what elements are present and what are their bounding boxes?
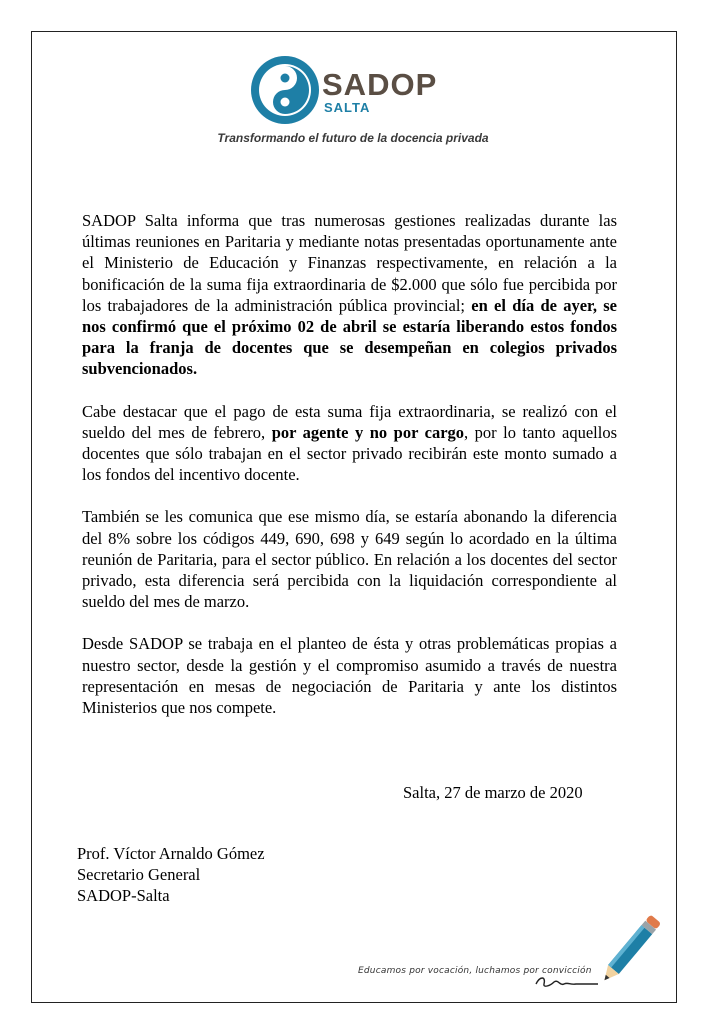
paragraph-3: También se les comunica que ese mismo día, se estaría abonando la diferencia del 8% sobre los códigos 449, 690, 698 y 649 según lo acordado en la última reunión de Paritaria, para el sector público. En relación a los docentes del sector privado, esta diferencia será percibida con la liquidación correspondiente al sueldo del mes de marzo. — [82, 507, 617, 612]
paragraph-2-text-c: , por lo tanto aquellos docentes que sólo trabajan en el sector privado recibirán este monto sumado a los fondos del incentivo docente. — [82, 422, 617, 485]
tagline: Transformando el futuro de la docencia privada — [217, 131, 489, 145]
logo-region: SALTA — [324, 100, 371, 115]
paragraph-1-text: SADOP Salta informa que tras numerosas gestiones realizadas durante las últimas reuniones en Paritaria y mediante notas presentadas oportunamente ante el Ministerio de Educación y Finanzas respectivamente, en relación a la bonificación de la suma fija extraordinaria de $2.000 que sólo fue percibida por los trabajadores de la administración pública provincial; — [82, 211, 617, 315]
signature-block — [77, 843, 265, 906]
paragraph-2-bold: por agente y no por cargo — [271, 422, 465, 442]
paragraph-2-text-a: Cabe destacar que el pago de esta suma fija extraordinaria, se realizó con el sueldo del mes de febrero, — [82, 401, 617, 442]
scribble-signature-icon — [532, 972, 602, 992]
signatory-name: Prof. Víctor Arnaldo Gómez — [77, 844, 265, 863]
letter-date: Salta, 27 de marzo de 2020 — [403, 783, 583, 802]
letter-body — [82, 210, 617, 739]
pencil-icon — [596, 906, 672, 984]
signatory-org: SADOP-Salta — [77, 886, 170, 905]
sadop-logo — [250, 55, 480, 125]
sadop-emblem-icon — [250, 55, 320, 125]
logo-name: SADOP — [322, 67, 438, 102]
footer-slogan: Educamos por vocación, luchamos por convicción — [358, 966, 592, 976]
paragraph-1 — [82, 210, 617, 380]
paragraph-2 — [82, 401, 617, 486]
signatory-role: Secretario General — [77, 865, 201, 884]
paragraph-1-bold: en el día de ayer, se nos confirmó que el próximo 02 de abril se estaría liberando estos fondos para la franja de docentes que se desempeñan en colegios privados subvencionados. — [82, 295, 617, 379]
paragraph-4: Desde SADOP se trabaja en el planteo de ésta y otras problemáticas propias a nuestro sector, desde la gestión y el compromiso asumido a través de nuestra representación en mesas de negociación de Paritaria y ante los distintos Ministerios que nos compete. — [82, 634, 617, 718]
